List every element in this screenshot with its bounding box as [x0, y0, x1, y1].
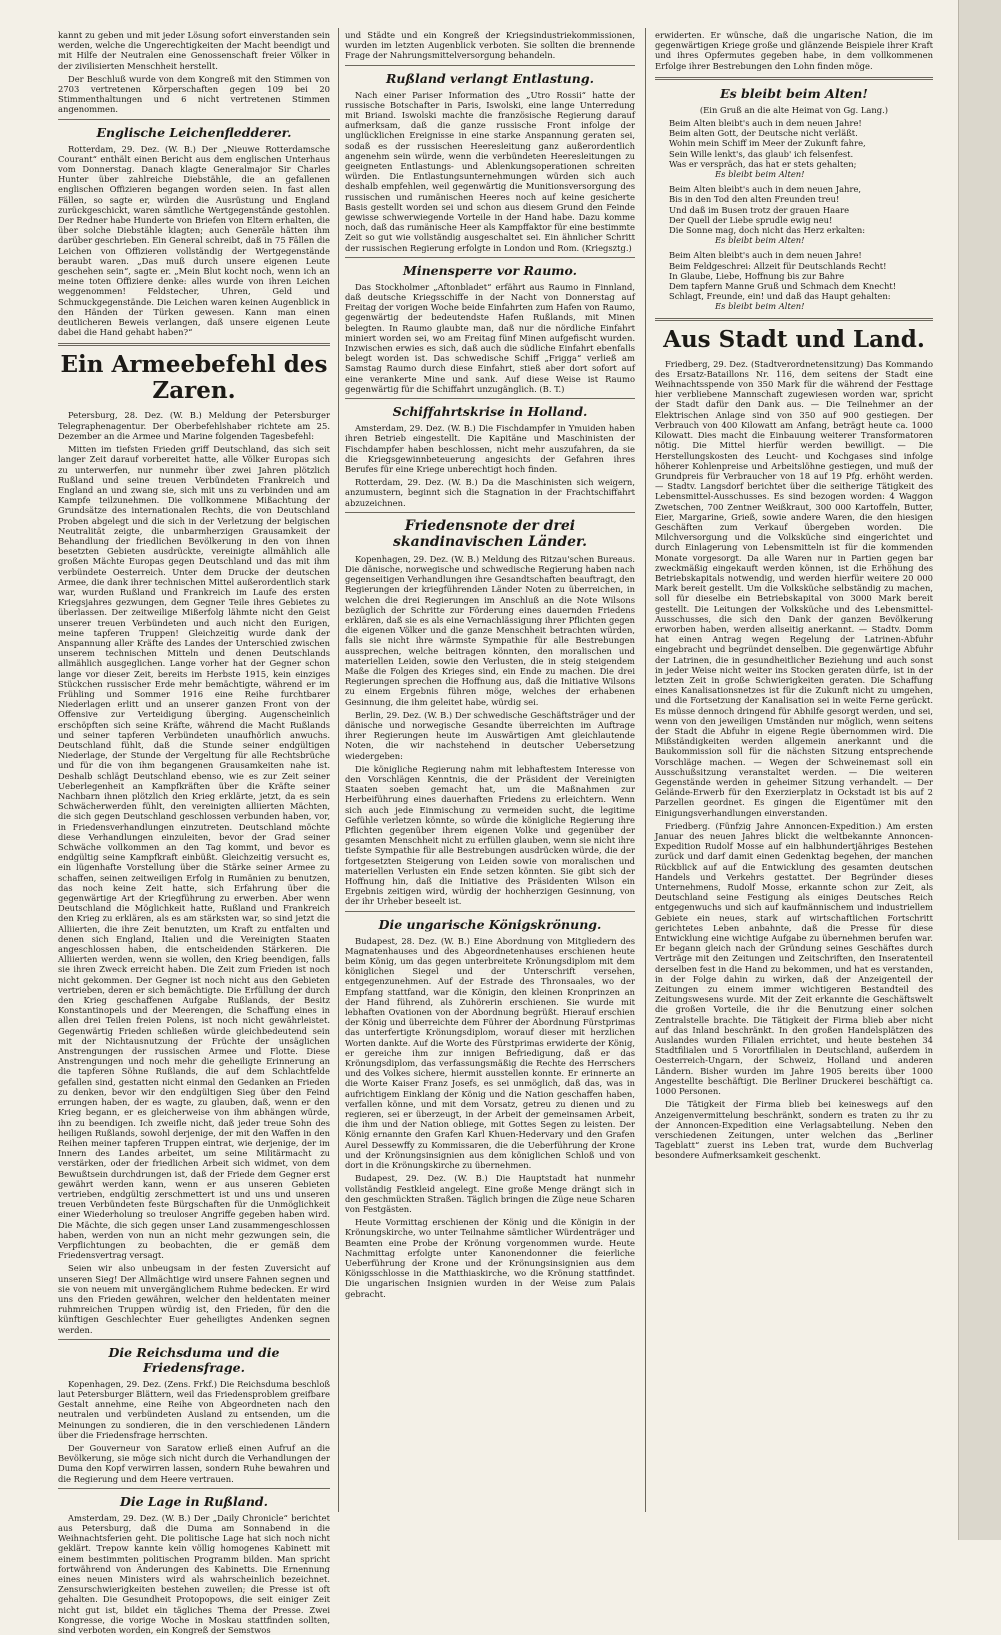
paragraph: Das Stockholmer „Aftonbladet“ erfährt aus Raumo in Finnland, daß deutsche Kriegsschiffe in der Nacht von Donnerstag auf Freitag der vorigen Woche beide Einfahrten zum Hafen von Raumo, gegenwärtig der bedeutendste Hafen Rußlands, mit Minen belegten. In Raumo glaubte man, daß nur die nördliche Einfahrt miniert worden sei, wo am Freitag fünf Minen aufgefischt wurden. Inzwischen erwies es sich, daß auch die südliche Einfahrt ebenfalls belegt worden ist. Das schwedische Schiff „Frigga“ verließ am Samstag Raumo durch diese Einfahrt, stieß aber dort sofort auf eine verankerte Mine und sank. Auf diese Weise ist Raumo gegenwärtig für die Schiffahrt unzugänglich. (B. T.) [345, 281, 635, 394]
paragraph: Petersburg, 28. Dez. (W. B.) Meldung der Petersburger Telegraphenagentur. Der Oberbefehlshaber richtete am 25. Dezember an die Armee und Marine folgenden Tagesbefehl: [58, 410, 330, 441]
poem-refrain: Es bleibt beim Alten! [715, 235, 805, 246]
divider [58, 119, 330, 120]
divider [345, 65, 635, 66]
paragraph: Berlin, 29. Dez. (W. B.) Der schwedische Geschäftsträger und der dänische und norwegische Gesandte überreichten im Auftrage ihrer Regierungen heute im Auswärtigen Amt gleichlautende Noten, die wir nachstehend in deutscher Uebersetzung wiedergeben: [345, 709, 635, 761]
divider [345, 398, 635, 399]
paragraph: Der Gouverneur von Saratow erließ einen Aufruf an die Bevölkerung, sie möge sich nicht durch die Verhandlungen der Duma den Kopf verwirren lassen, sondern Ruhe bewahren und die Regierung und dem Heere vertrauen. [58, 1442, 330, 1484]
divider [655, 77, 933, 80]
divider [345, 512, 635, 513]
paragraph: Friedberg. (Fünfzig Jahre Annoncen-Expedition.) Am ersten Januar des neuen Jahres blickt die weltbekannte Annoncen-Expedition Rudolf Mosse auf ein halbhundertjähriges Bestehen zurück und darf damit einen Gedenktag begehen, der manchen Rückblick auf auf die Entwicklung des gesamten deutschen Handels und Verkehrs gestattet. Der Begründer dieses Unternehmens, Rudolf Mosse, erkannte schon zur Zeit, als Deutschland seine Festigung als einiges Deutsches Reich entgegenwuchs und sich auf kaufmännischem und industriellem Gebiete ein neues, stark auf wirtschaftlichen Fortschritt gerichtetes Leben anbahnte, daß die Presse für diese Entwicklung eine wichtige Aufgabe zu übernehmen berufen war. Er begann gleich nach der Gründung seines Geschäftes durch Verträge mit den Zeitungen und Zeitschriften, den Inseratenteil derselben fest in die Hand zu bekommen, und hat es verstanden, in der Folge dahin zu wirken, daß der Anzeigenteil der Zeitungen zu einem immer wichtigeren Bestandteil des Zeitungswesens wurde. Mit der Zeit erkannte die Geschäftswelt die großen Vorteile, die ihr die Benutzung einer solchen Zentralstelle brachte. Die Tätigkeit der Firma blieb aber nicht auf das Inland beschränkt. In den großen Handelsplätzen des Auslandes wurden Filialen errichtet, und heute bestehen 34 Stadtfilialen und 5 Vorortfilialen in Deutschland, außerdem in Oesterreich-Ungarn, der Schweiz, Holland und anderen Ländern. Bisher wurden im Jahre 1905 bereits über 1000 Angestellte beschäftigt. Die Berliner Druckerei beschäftigt ca. 1000 Personen. [655, 820, 933, 1097]
paragraph: Friedberg, 29. Dez. (Stadtverordnetensitzung) Das Kommando des Ersatz-Bataillons Nr. 116, dem seitens der Stadt eine Weihnachtsspende von 350 Mark für die während der Festtage hier verbliebene Mannschaft zugewiesen worden war, spricht der Stadt dafür den Dank aus. — Die Teilnehmer an der Elektrischen Anlage sind von 350 auf 900 gestiegen. Der Verbrauch von 400 Kilowatt am Anfang, beträgt heute ca. 1000 Kilowatt. Dies macht die Einbauung weiterer Transformatoren nötig. Die Mittel hierfür werden bewilligt. — Die Herstellungskosten des Leucht- und Kochgases sind infolge höherer Kohlenpreise und Arbeitslöhne gestiegen, und muß der Grundpreis für Verbraucher von 18 auf 19 Pfg. erhöht werden. — Stadtv. Langsdorf berichtet über die seitherige Tätigkeit des Lebensmittel-Ausschusses. Es sind bezogen worden: 4 Waggon Zwetschen, 700 Zentner Weißkraut, 300 000 Kartoffeln, Butter, Eier, Margarine, Grieß, sowie andere Waren, die den hiesigen Geschäften zum Verkauf übergeben worden. Die Milchversorgung und die Volksküche sind eingerichtet und durch Einlagerung von Lebensmitteln ist für die kommenden Monate vorgesorgt. Da alle Waren nur in Partien gegen bar zweckmäßig eingekauft werden können, ist die Erhöhung des Betriebskapitals notwendig, und werden hierfür weitere 20 000 Mark bereit gestellt. Um die Volksküche selbständig zu machen, soll für dieselbe ein Betriebskapital von 3000 Mark bereit gestellt. Die Leitungen der Volksküche und des Lebensmittel-Ausschusses, die sich den Dank der ganzen Bevölkerung erworben haben, werden allseitig anerkannt. — Stadtv. Domm hat einen Antrag wegen Regelung der Latrinen-Abfuhr eingebracht und begründet denselben. Die gegenwärtige Abfuhr der Latrinen, die in gesundheitlicher Beziehung und auch sonst in jeder Weise nicht weiter ins Stocken geraten dürfe, ist in der letzten Zeit in große Schwierigkeiten geraten. Die Schaffung eines Kanalisationsnetzes ist für die Zukunft nicht zu umgehen, und die Fortsetzung der Kanalisation sei in weite Ferne gerückt. Es müsse dennoch dringend für Abhilfe gesorgt werden, und sei, wenn von den jeweiligen Umständen nur möglich, wenn seitens der Stadt die Abfuhr in eigene Regie übernommen wird. Die Mißständigkeiten werden allgemein anerkannt und die Baukommission soll für die nächsten Sitzung entsprechende Vorschläge machen. — Wegen der Schweinemast soll ein Ausschußsitzung veranstaltet werden. — Die weiteren Gegenstände werden in geheimer Sitzung verhandelt. — Der Gelände-Erwerb für den Exerzierplatz in Ockstadt ist bis auf 2 Parzellen geordnet. Es gingen die Eigentümer mit den Einigungsverhandlungen einverstanden. [655, 358, 933, 818]
headline-poem: Es bleibt beim Alten! [720, 85, 868, 101]
poem-refrain: Es bleibt beim Alten! [715, 301, 805, 312]
headline-armeebefehl: Ein Armeebefehl des Zaren. [60, 351, 328, 405]
paragraph: Mitten im tiefsten Frieden griff Deutschland, das sich seit langer Zeit darauf vorbereitet hatte, alle Völker Europas sich zu unterwerfen, nur nunmehr über zwei Jahren plötzlich Rußland und seine treuen Verbündeten Frankreich und England an und zwang sie, sich mit uns zu verbinden und am Kampfe teilzunehmen. Die vollkommene Mißachtung der Grundsätze des internationalen Rechts, die von Deutschland Proben abgelegt und die sich in der Verletzung der belgischen Neutralität zeigte, die unbarmherzigen Grausamkeit der Behandlung der friedlichen Bevölkerung in den von ihnen besetzten Gebieten ausdrückte, vereinigte allmählich alle großen Mächte Europas gegen Deutschland und das mit ihm verbündete Oesterreich. Unter dem Drucke der deutschen Armee, die dank ihrer technischen Mittel außerordentlich stark war, wurden Rußland und Frankreich im Laufe des ersten Kriegsjahres gezwungen, dem Gegner Teile ihres Gebietes zu überlassen. Der zeitweilige Mißerfolg lähmte nicht den Geist unserer treuen Verbündeten und auch nicht den Eurigen, meine tapferen Truppen! Gleichzeitig wurde dank der Anspannung aller Kräfte des Landes der Unterschied zwischen unserem technischen Mitteln und denen Deutschlands allmählich ausgeglichen. Lange vorher hat der Gegner schon lange vor dieser Zeit, bereits im Herbste 1915, kein einziges Stückchen russischer Erde mehr bemächtigte, während er im Frühling und Sommer 1916 eine Reihe furchtbarer Niederlagen erlitt und an unserer ganzen Front von der Offensive zur Verteidigung überging. Augenscheinlich erschöpften sich seine Kräfte, während die Macht Rußlands und seiner tapferen Verbündeten unaufhörlich anwuchs. Deutschland fühlt, daß die Stunde seiner endgültigen Niederlage, der Stunde der Vergeltung für alle Rechtsbrüche und für die von ihm begangenen Grausamkeiten nahe ist. Deshalb schlägt Deutschland ebenso, wie es zur Zeit seiner Ueberlegenheit an Kampfkräften über die Kräfte seiner Nachbarn ihnen plötzlich den Krieg erklärte, jetzt, da es sein Schwächerwerden fühlt, den vereinigten alliierten Mächten, die sich gegen Deutschland geschlossen verbunden haben, vor, in Friedensverhandlungen einzutreten. Deutschland möchte diese Verhandlungen einzuleiten, bevor der Grad seiner Schwäche vollkommen an den Tag kommt, und bevor es endgültig seine Kampfkraft einbüßt. Gleichzeitig versucht es, ein lügenhafte Vorstellung über die Stärke seiner Armee zu schaffen, seinen zeitweiligen Erfolg in Rumänien zu benutzen, das noch keine Zeit hatte, sich Erfahrung über die gegenwärtige Art der Kriegführung zu erwerben. Aber wenn Deutschland die Möglichkeit hatte, Rußland und Frankreich den Krieg zu erklären, als es am stärksten war, so sind jetzt die Alliierten, die ihre Zeit benutzten, um Kraft zu entfalten und denen sich England, Italien und die Vereinigten Staaten angeschlossen haben, die entscheidenden Stärkeren. Die Alliierten werden, wenn sie wollen, den Krieg beendigen, falls sie ihren Zweck erreicht haben. Die Zeit zum Frieden ist noch nicht gekommen. Der Gegner ist noch nicht aus den Gebieten vertrieben, deren er sich bemächtigte. Die Erfüllung der durch den Krieg geschaffenen Aufgabe Rußlands, der Besitz Konstantinopels und der Meerengen, die Schaffung eines in allen drei Teilen freien Polens, ist noch nicht gewährleistet. Gegenwärtig Frieden schließen würde gleichbedeutend sein mit der Nichtausnutzung der Früchte der unsäglichen Anstrengungen der russischen Armee und Flotte. Diese Anstrengungen und noch mehr die geheiligte Erinnerung an die tapferen Söhne Rußlands, die auf dem Schlachtfelde gefallen sind, gestatten nicht einmal den Gedanken an Frieden zu denken, bevor wir den endgültigen Sieg über den Feind errungen haben, der es wagte, zu glauben, daß, wenn er den Krieg begann, er es gleicherweise von ihm abhängen würde, ihn zu beendigen. Ich zweifle nicht, daß jeder treue Sohn des heiligen Rußlands, sowohl derjenige, der mit den Waffen in den Reihen meiner tapferen Truppen eintrat, wie derjenige, der im Innern des Landes arbeitet, um seine Militärmacht zu verstärken, oder der friedlichen Arbeit sich widmet, von dem Bewußtsein durchdrungen ist, daß der Friede dem Gegner erst gewährt werden kann, wenn er aus unseren Gebieten vertrieben, endgültig zerschmettert ist und uns und unseren treuen Verbündeten feste Bürgschaften für die Unmöglichkeit einer Wiederholung so treuloser Angriffe gegeben haben wird. Die Mächte, die sich gegen unser Land zusammengeschlossen haben, werden von nun an nicht mehr gezwungen sein, die Verpflichtungen zu beobachten, die er gemäß dem Friedensvertrag versagt. [58, 444, 330, 1261]
divider [58, 1488, 330, 1489]
poem-line: Schlagt, Freunde, ein! und daß das Haupt gehalten: [669, 291, 891, 302]
poem-line: Beim Feldgeschrei: Allzeit für Deutschlands Recht! [669, 260, 887, 271]
poem-refrain: Es bleibt beim Alten! [715, 169, 805, 180]
paragraph: Rotterdam, 29. Dez. (W. B.) Der „Nieuwe Rotterdamsche Courant“ enthält einen Bericht aus dem englischen Unterhaus vom Donnerstag. Danach klagte Generalmajor Sir Charles Hunter über zahlreiche Diebstähle, die an gefallenen englischen Offizieren begangen worden seien. In fast allen Fällen, so sagte er, würden die Ausrüstung und England zurückgeschickt, waren sämtliche Wertgegenstände gestohlen. Der Redner habe Hunderte von Briefen von Eltern erhalten, die über solche Diebstähle klagten; auch Generäle hätten ihm darüber geschrieben. Ein General schreibt, daß in 75 Fällen die Leichen von Offizieren vollständig der Wertgegenstände beraubt waren. „Das muß durch unsere eigenen Leute geschehen sein“, sagte er. „Mein Blut kocht noch, wenn ich an meine toten Offiziere denke: alles wurde von ihren Leichen weggenommen! Feldstecher, Uhren, Geld und Schmuckgegenstände. Die Leichen waren keinen Augenblick in den Händen der Türken gewesen. Kann man einen deutlicheren Beweis verlangen, daß unsere eigenen Leute dabei die Hand gehabt haben?“ [58, 143, 330, 338]
poem-line: Dem tapfern Manne Gruß und Schmach dem Knecht! [669, 281, 897, 292]
poem-line: Sein Wille lenkt's, das glaub' ich felsenfest. [669, 148, 854, 159]
paragraph: und Städte und ein Kongreß der Kriegsindustriekommissionen, wurden im letzten Augenblick verboten. Sie sollten die brennende Frage der Nahrungsmittelversorgung behandeln. [345, 30, 635, 61]
paragraph: Heute Vormittag erschienen der König und die Königin in der Krönungskirche, wo unter Teilnahme sämtlicher Würdenträger und Beamten eine Probe der Krönung vorgenommen wurde. Heute Nachmittag erfolgte unter Kanonendonner die feierliche Ueberführung der Krone und der Krönungsinsignien aus dem Königsschlosse in die Matthiaskirche, wo die Krönung stattfindet. Die ungarischen Insignien wurden in der Weise zum Palais gebracht. [345, 1217, 635, 1299]
poem-line: In Glaube, Liebe, Hoffnung bis zur Bahre [669, 270, 845, 281]
paragraph: Budapest, 29. Dez. (W. B.) Die Hauptstadt hat nunmehr vollständig Festkleid angelegt. Eine große Menge drängt sich in den geschmückten Straßen. Täglich bringen die Züge neue Scharen von Festgästen. [345, 1173, 635, 1214]
poem-line: Bis in den Tod den alten Freunden treu! [669, 194, 840, 205]
poem-line: Und daß im Busen trotz der grauen Haare [669, 204, 850, 215]
paragraph: erwiderten. Er wünsche, daß die ungarische Nation, die im gegenwärtigen Kriege große und glänzende Beispiele ihrer Kraft und ihres Opfermutes gegeben habe, in dem vollkommenen Erfolge ihrer Bestrebungen den Lohn finden möge. [655, 30, 933, 71]
column-rule [645, 28, 646, 1512]
headline-reichsduma: Die Reichsduma und die Friedensfrage. [108, 1344, 280, 1375]
poem-line: Beim alten Gott, der Deutsche nicht verläßt. [669, 128, 858, 139]
headline-schiffahrtskrise: Schiffahrtskrise in Holland. [392, 404, 588, 420]
poem-subtitle: (Ein Gruß an die alte Heimat von Gg. Lang.) [699, 104, 889, 115]
column-1 [58, 30, 330, 1635]
paragraph: Amsterdam, 29. Dez. (W. B.) Die Fischdampfer in Ymuiden haben ihren Betrieb eingestellt. Die Kapitäne und Maschinisten der Fischdampfer haben beschlossen, nicht mehr auszufahren, da sie die Kriegsgewinnbeteuerung angesichts der Gefahren ihres Berufes für eine Kriege unberechtigt hoch finden. [345, 423, 635, 474]
paragraph: Rotterdam, 29. Dez. (W. B.) Da die Maschinisten sich weigern, anzumustern, beginnt sich die Stagnation in der Frachtschiffahrt abzuzeichnen. [345, 477, 635, 508]
paragraph: Die Tätigkeit der Firma blieb bei keineswegs auf den Anzeigenvermittelung beschränkt, sondern es traten zu ihr zu der Annoncen-Expedition eine Verlagsabteilung. Neben den verschiedenen Zeitungen, unter welchen das „Berliner Tageblatt“ zuerst ins Leben trat, wurde dem Buchverlag besondere Aufmerksamkeit geschenkt. [655, 1099, 933, 1161]
headline-stadt-und-land: Aus Stadt und Land. [663, 325, 925, 353]
poem-line: Beim Alten bleibt's auch in dem neuen Jahre! [669, 250, 862, 261]
paragraph: Amsterdam, 29. Dez. (W. B.) Der „Daily Chronicle“ berichtet aus Petersburg, daß die Duma am Sonnabend in die Weihnachtsferien geht. Die politische Lage hat sich noch nicht geklärt. Trepow kannte kein völlig homogenes Kabinett mit einem bestimmten politischen Programm bilden. Man spricht fortwährend von Änderungen des Kabinetts. Die Ernennung eines neuen Ministers wird als wahrscheinlich bezeichnet. Zensurschwierigkeiten bestehen zuweilen; die Presse ist oft gehalten. Die Gesundheit Protopopows, die seit einiger Zeit nicht gut ist, bildet ein tägliches Thema der Presse. Zwei Kongresse, die vorige Woche in Moskau stattfinden sollten, sind verboten worden, ein Kongreß der Semstwos [58, 1512, 330, 1635]
headline-russland-entlastung: Rußland verlangt Entlastung. [386, 70, 594, 86]
column-2 [345, 30, 635, 1510]
poem-line: Beim Alten bleibt's auch in dem neuen Jahre! [669, 118, 862, 129]
divider [345, 257, 635, 258]
page-edge [958, 0, 1001, 1540]
poem-line: Die Sonne mag, doch nicht das Herz erkalten: [669, 225, 866, 236]
headline-lage-russland: Die Lage in Rußland. [119, 1493, 269, 1509]
divider [58, 1339, 330, 1340]
headline-friedensnote: Friedensnote der drei skandinavischen Länder. [393, 517, 587, 550]
column-3 [655, 30, 933, 1510]
poem [655, 118, 933, 312]
divider [345, 911, 635, 912]
poem-line: Was er verspräch, das hat er stets gehalten; [669, 158, 857, 169]
poem-line: Beim Alten bleibt's auch in dem neuen Jahre, [669, 184, 862, 195]
headline-minensperre: Minensperre vor Raumo. [402, 262, 578, 278]
paragraph: Der Beschluß wurde von dem Kongreß mit den Stimmen von 2703 vertretenen Körperschaften gegen 109 bei 20 Stimmenthaltungen und 6 nicht vertretenen Stimmen angenommen. [58, 73, 330, 115]
paragraph: Die königliche Regierung nahm mit lebhaftestem Interesse von den Vorschlägen Kenntnis, die der Präsident der Vereinigten Staaten soeben gemacht hat, um die Maßnahmen zur Herbeiführung eines dauerhaften Friedens zu erleichtern. Wenn sich auch jede Einmischung zu vermeiden sucht, die legitime Gefühle verletzen könnte, so würde die königliche Regierung ihre Pflichten gegenüber ihrem eigenen Volke und gegenüber der gesamten Menschheit nicht zu erfüllen glauben, wenn sie nicht ihre tiefste Sympathie für alle Bestrebungen ausdrücken würde, die der fortgesetzten Steigerung von Leiden sowie von moralischen und materiellen Verlusten ein Ende setzen könnten. Sie gibt sich der Hoffnung hin, daß die Initiative des Präsidenten Wilson ein Ergebnis zeitigen wird, würdig der hochherzigen Gesinnung, von der ihr Urheber beseelt ist. [345, 763, 635, 907]
headline-koenigskroenung: Die ungarische Königskrönung. [378, 916, 602, 932]
poem-line: Wohin mein Schiff im Meer der Zukunft fahre, [669, 138, 866, 149]
poem-line: Der Quell der Liebe sprudle ewig neu! [669, 214, 833, 225]
column-rule [338, 28, 339, 1512]
paragraph: Budapest, 28. Dez. (W. B.) Eine Abordnung von Mitgliedern des Magnatenhauses und des Abgeordnetenhauses erschienen heute beim König, um das gegen unterbreitete Krönungsdiplom mit dem königlichen Siegel und der Unterschrift versehen, entgegenzunehmen. Auf der Estrade des Thronsaales, wo der Empfang stattfand, war die Königin, den kleinen Kronprinzen an der Hand führend, als Zuhörerin erschienen. Sie wurde mit lebhaften Ovationen von der Abordnung begrüßt. Hierauf erschien der König und überreichte dem Führer der Abordnung Fürstprimas das unterfertigte Krönungsdiplom, worauf dieser mit herzlichen Worten dankte. Auf die Worte des Fürstprimas erwiderte der König, er gereiche ihm zur innigen Befriedigung, daß er das Krönungsdiplom, das verfassungsmäßig die Rechte des Herrschers und des Volkes sichere, hiermit ausstellen konnte. Er erinnerte an die Worte Kaiser Franz Josefs, es sei unmöglich, daß das, was in aufrichtigem Einklang der König und die Nation geschaffen haben, verfallen könne, und mit dem Vorsatz, getreu zu dienen und zu regieren, sei er überzeugt, in der Arbeit der gemeinsamen Arbeit, die ihm und der Nation obliege, mit Gottes Segen zu leisten. Der König ernannte den Grafen Karl Khuen-Hedervary und den Grafen Aurel Dessewffy zu Kommissaren, die die Ueberführung der Krone und der Krönungsinsignien aus dem königlichen Schloß und von dort in die Krönungskirche zu übernehmen. [345, 935, 635, 1171]
paragraph: kannt zu geben und mit jeder Lösung sofort einverstanden sein werden, welche die Ungerechtigkeiten der Macht beendigt und mit Hilfe der Neutralen eine Genossenschaft freier Völker in der zivilisierten Menschheit herstellt. [58, 30, 330, 71]
paragraph: Kopenhagen, 29. Dez. (Zens. Frkf.) Die Reichsduma beschloß laut Petersburger Blättern, weil das Friedensproblem greifbare Gestalt annehme, eine Reihe von Abgeordneten nach den neutralen und verbündeten Ausland zu entsenden, um die Meinungen zu sondieren, die in den verschiedenen Ländern über die Friedensfrage herrschten. [58, 1378, 330, 1440]
paragraph: Seien wir also unbeugsam in der festen Zuversicht auf unseren Sieg! Der Allmächtige wird unsere Fahnen segnen und sie von neuem mit unvergänglichem Ruhme bedecken. Er wird uns den Frieden gewähren, welcher den heldentaten meiner ruhmreichen Truppen würdig ist, den Frieden, für den die künftigen Geschlechter Euer geheiligtes Andenken segnen werden. [58, 1263, 330, 1335]
divider [655, 318, 933, 321]
paragraph: Nach einer Pariser Information des „Utro Rossii“ hatte der russische Botschafter in Paris, Iswolski, eine lange Unterredung mit Briand. Iswolski machte die französische Regierung darauf aufmerksam, daß die ganze russische Front infolge der unglücklichen Ereignisse in eine starke Anspannung geraten sei, sodaß es der russischen Heeresleitung ganz außerordentlich angenehm sein würde, wenn die verbündeten Heeresleitungen zu geeigneten Entlastungs- und Ablenkungsoperationen schreiten würden. Die Entlastungsunternehmungen würden sich auch deshalb empfehlen, weil gegenwärtig die Munitionsversorgung des russischen und rumänischen Heeres noch auf keine gesicherte Basis gestellt worden sei und schon aus diesem Grund den Feinde gewisse schwerwiegende Vorteile in der Hand habe. Dazu komme noch, daß das rumänische Heer als Kampffaktor für eine bestimmte Zeit so gut wie vollständig ausgeschaltet sei. Ein ähnlicher Schritt der russischen Regierung erfolgte in London und Rom. (Kriegsztg.) [345, 89, 635, 253]
paragraph: Kopenhagen, 29. Dez. (W. B.) Meldung des Ritzau'schen Bureaus. Die dänische, norwegische und schwedische Regierung haben nach gegenseitigen Verhandlungen ihre Gesandtschaften beauftragt, den Regierungen der kriegführenden Länder Noten zu überreichen, in welchen die drei Regierungen im Anschluß an die Note Wilsons bezüglich der Schritte zur Förderung eines dauernden Friedens erklären, daß sie es als eine Vernachlässigung ihrer Pflichten gegen die eigenen Völker und die ganze Menschheit betrachten würden, falls sie nicht ihre wärmste Sympathie für alle Bestrebungen aussprechen, welche beitragen könnten, den moralischen und materiellen Leiden, sowie den Verlusten, die in steig steigendem Maße die Folgen des Krieges sind, ein Ende zu machen. Die drei Regierungen sprechen die Hoffnung aus, daß die Initiative Wilsons zu einem Ergebnis führen möge, welches der erhabenen Gesinnung, die ihm geleitet habe, würdig sei. [345, 553, 635, 707]
headline-leichen: Englische Leichenfledderer. [96, 124, 292, 140]
divider [58, 343, 330, 346]
